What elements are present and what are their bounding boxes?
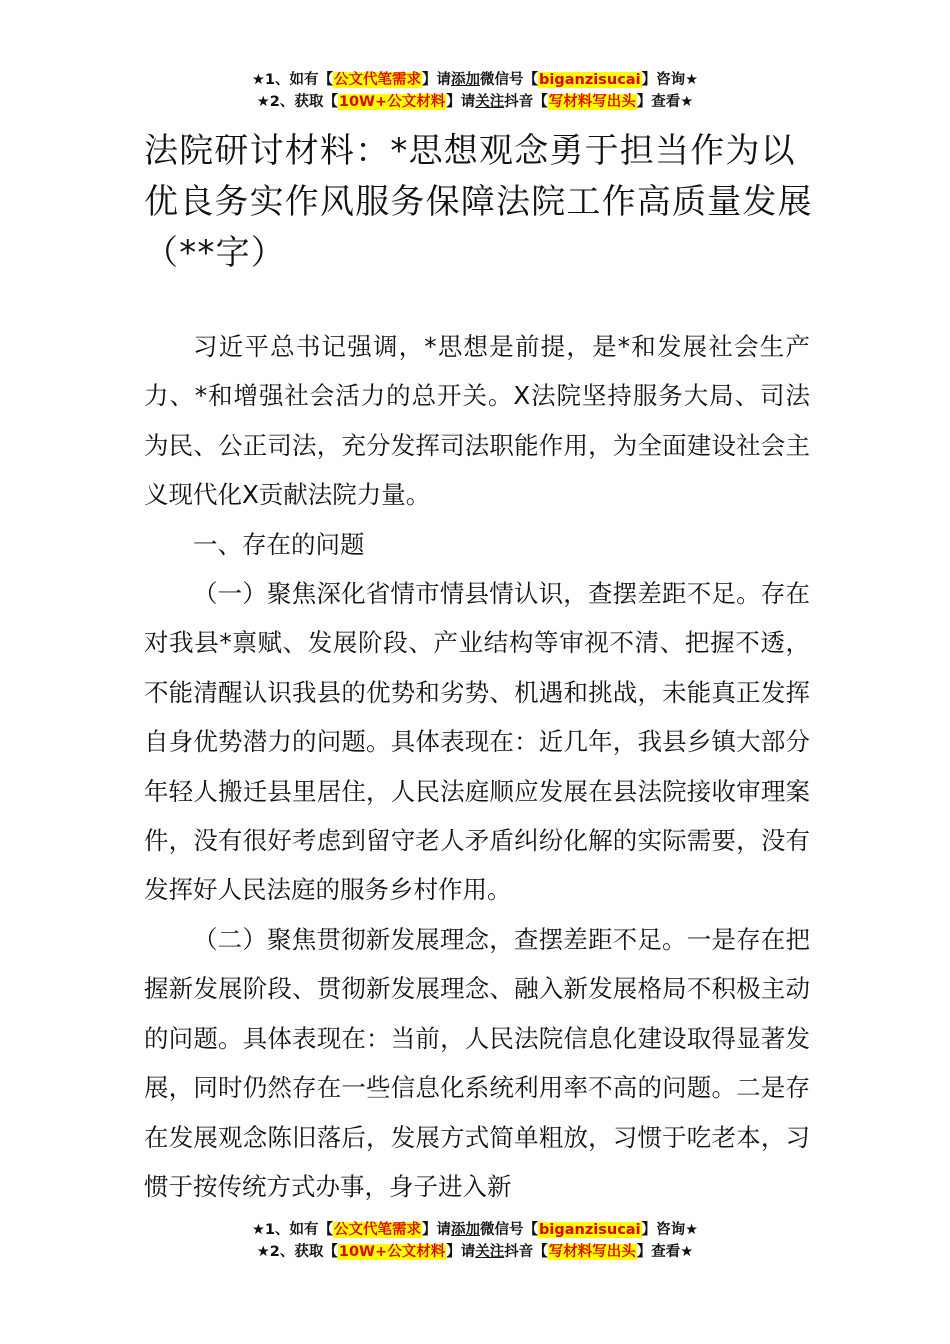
- banner-underlined-text: 添加: [451, 72, 481, 88]
- banner-text: 】咨询★: [641, 1222, 699, 1238]
- banner-line-1: [0, 1219, 950, 1241]
- banner-text: 微信号【: [480, 72, 539, 88]
- paragraph-item-2: （二）聚焦贯彻新发展理念，查摆差距不足。一是存在把握新发展阶段、贯彻新发展理念、融入新发展格局不积极主动的问题。具体表现在：当前，人民法院信息化建设取得显著发展，同时仍然存在一些信息化系统利用率不高的问题。二是存在发展观念陈旧落后，发展方式简单粗放，习惯于吃老本，习惯于按传统方式办事，身子进入新: [144, 924, 810, 1201]
- banner-text: 】请: [422, 72, 452, 88]
- footer-banner: [0, 1219, 950, 1263]
- banner-highlight: 公文代笔需求: [334, 72, 422, 88]
- banner-wechat-id: biganzisucai: [539, 1222, 641, 1238]
- banner-line-2: [0, 91, 950, 113]
- section-heading: 一、存在的问题: [193, 529, 365, 559]
- banner-highlight: 公文代笔需求: [334, 1222, 422, 1238]
- banner-wechat-id: biganzisucai: [539, 72, 641, 88]
- banner-text: 抖音【: [504, 94, 548, 110]
- banner-text: 】咨询★: [641, 72, 699, 88]
- banner-text: 】请: [446, 94, 476, 110]
- banner-text: 】请: [446, 1244, 476, 1260]
- paragraph-intro: 习近平总书记强调，*思想是前提，是*和发展社会生产力、*和增强社会活力的总开关。X法院坚持服务大局、司法为民、公正司法，充分发挥司法职能作用，为全面建设社会主义现代化X贡献法院力量。: [144, 332, 810, 510]
- document-title: 法院研讨材料：*思想观念勇于担当作为以优良务实作风服务保障法院工作高质量发展（**字）: [144, 131, 813, 273]
- paragraph-item-1: （一）聚焦深化省情市情县情认识，查摆差距不足。存在对我县*禀赋、发展阶段、产业结构等审视不清、把握不透，不能清醒认识我县的优势和劣势、机遇和挑战，未能真正发挥自身优势潜力的问题。具体表现在：近几年，我县乡镇大部分年轻人搬迁县里居住，人民法庭顺应发展在县法院接收审理案件，没有很好考虑到留守老人矛盾纠纷化解的实际需要，没有发挥好人民法庭的服务乡村作用。: [144, 579, 810, 905]
- banner-text: ★1、如有【: [251, 1222, 334, 1238]
- banner-highlight: 写材料写出头: [548, 1244, 636, 1260]
- banner-text: ★1、如有【: [251, 72, 334, 88]
- banner-highlight: 10W+公文材料: [338, 94, 446, 110]
- header-banner: [0, 69, 950, 113]
- banner-line-2: [0, 1241, 950, 1263]
- document-body: [144, 322, 810, 1211]
- banner-text: ★2、获取【: [256, 1244, 338, 1260]
- banner-underlined-text: 关注: [475, 94, 505, 110]
- banner-text: 】请: [422, 1222, 452, 1238]
- banner-text: 抖音【: [504, 1244, 548, 1260]
- banner-text: 微信号【: [480, 1222, 539, 1238]
- banner-text: ★2、获取【: [256, 94, 338, 110]
- banner-text: 】查看★: [636, 1244, 694, 1260]
- banner-highlight: 写材料写出头: [548, 94, 636, 110]
- banner-text: 】查看★: [636, 94, 694, 110]
- banner-underlined-text: 添加: [451, 1222, 481, 1238]
- banner-highlight: 10W+公文材料: [338, 1244, 446, 1260]
- banner-line-1: [0, 69, 950, 91]
- banner-underlined-text: 关注: [475, 1244, 505, 1260]
